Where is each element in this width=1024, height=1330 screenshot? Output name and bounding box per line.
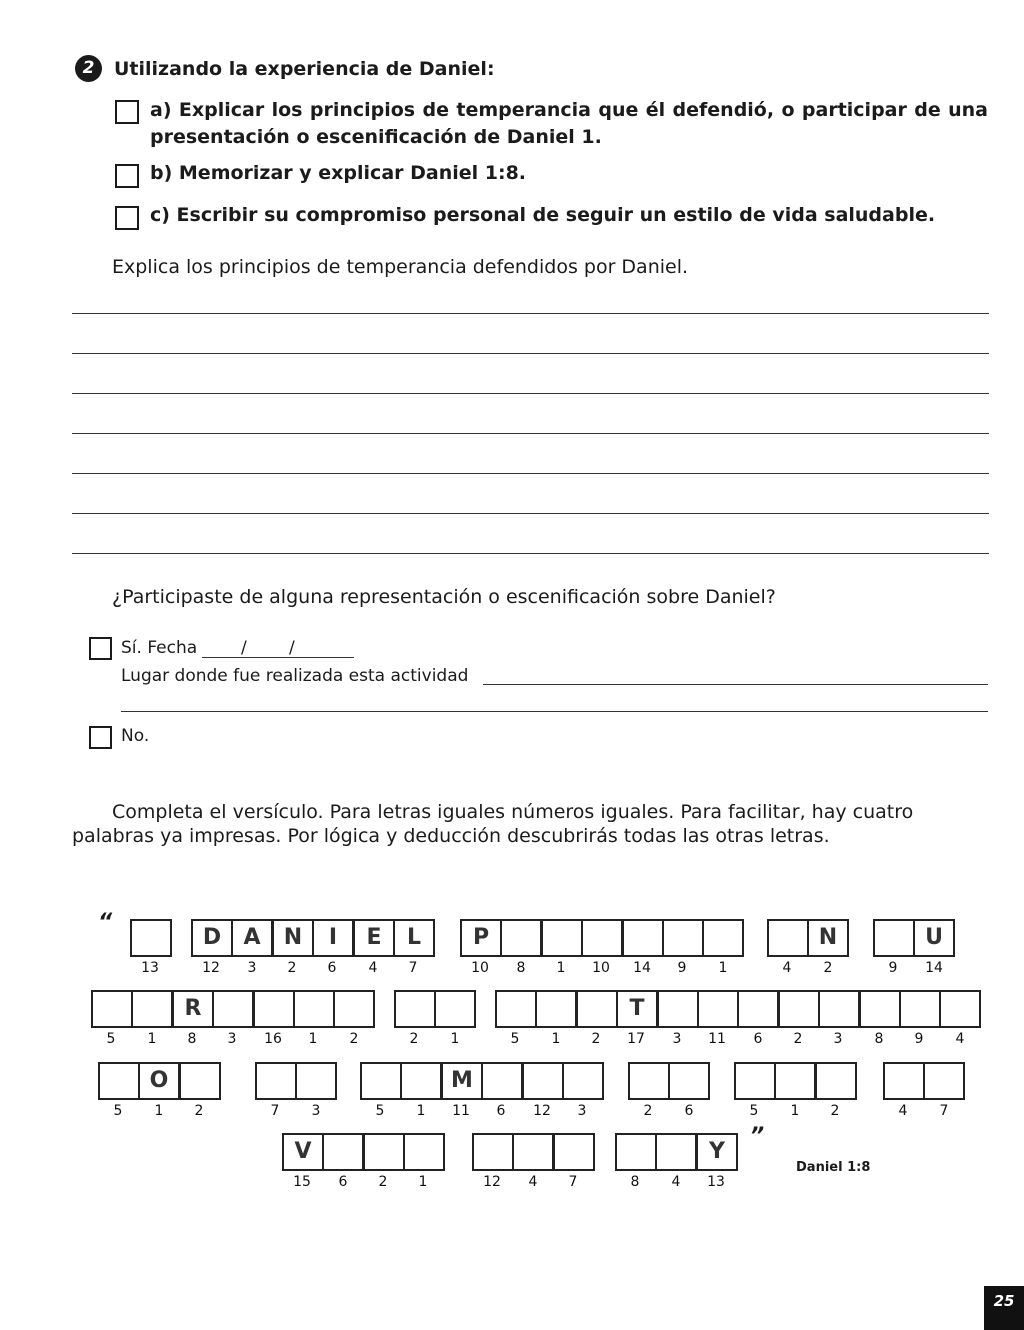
cell-number: 6 bbox=[327, 960, 337, 976]
option-c-checkbox[interactable] bbox=[115, 206, 139, 230]
letter-cell[interactable] bbox=[576, 990, 618, 1028]
cell-number: 1 bbox=[147, 1031, 157, 1047]
cell-number: 6 bbox=[753, 1031, 763, 1047]
cell-number: 5 bbox=[510, 1031, 520, 1047]
cell-number: 4 bbox=[671, 1174, 681, 1190]
cell-number: 1 bbox=[556, 960, 566, 976]
cell-number: 12 bbox=[533, 1103, 551, 1119]
cell-number: 8 bbox=[187, 1031, 197, 1047]
given-letter-cell: P bbox=[460, 919, 502, 957]
given-letter-cell: E bbox=[353, 919, 395, 957]
cell-number: 9 bbox=[888, 960, 898, 976]
letter-cell[interactable] bbox=[295, 1062, 337, 1100]
letter-cell[interactable] bbox=[495, 990, 537, 1028]
letter-cell[interactable] bbox=[535, 990, 577, 1028]
given-letter-cell: V bbox=[282, 1133, 324, 1171]
cell-number: 12 bbox=[483, 1174, 501, 1190]
cell-number: 14 bbox=[633, 960, 651, 976]
letter-cell[interactable] bbox=[400, 1062, 442, 1100]
option-a-checkbox[interactable] bbox=[115, 100, 139, 124]
cell-number: 5 bbox=[106, 1031, 116, 1047]
cell-number: 5 bbox=[749, 1103, 759, 1119]
date-separator-1: / bbox=[241, 638, 247, 658]
option-b-checkbox[interactable] bbox=[115, 164, 139, 188]
cell-number: 2 bbox=[830, 1103, 840, 1119]
given-letter-cell: N bbox=[807, 919, 849, 957]
cell-number: 2 bbox=[409, 1031, 419, 1047]
given-letter-cell: Y bbox=[696, 1133, 738, 1171]
letter-cell[interactable] bbox=[522, 1062, 564, 1100]
letter-cell[interactable] bbox=[500, 919, 542, 957]
letter-cell[interactable] bbox=[322, 1133, 364, 1171]
no-label: No. bbox=[121, 726, 150, 746]
cell-number: 9 bbox=[914, 1031, 924, 1047]
cell-number: 2 bbox=[643, 1103, 653, 1119]
given-letter-cell: U bbox=[913, 919, 955, 957]
cell-number: 3 bbox=[577, 1103, 587, 1119]
given-letter-cell: R bbox=[172, 990, 214, 1028]
cell-number: 3 bbox=[672, 1031, 682, 1047]
given-letter-cell: O bbox=[138, 1062, 180, 1100]
cell-number: 17 bbox=[627, 1031, 645, 1047]
given-letter-cell: M bbox=[441, 1062, 483, 1100]
cell-number: 4 bbox=[368, 960, 378, 976]
page-number: 25 bbox=[984, 1286, 1024, 1330]
letter-cell[interactable] bbox=[130, 919, 172, 957]
cell-number: 15 bbox=[293, 1174, 311, 1190]
letter-cell[interactable] bbox=[662, 919, 704, 957]
letter-cell[interactable] bbox=[628, 1062, 670, 1100]
cell-number: 13 bbox=[141, 960, 159, 976]
letter-cell[interactable] bbox=[622, 919, 664, 957]
section-heading: Utilizando la experiencia de Daniel: bbox=[114, 58, 495, 80]
place-label: Lugar donde fue realizada esta actividad bbox=[121, 666, 469, 686]
cell-number: 8 bbox=[630, 1174, 640, 1190]
close-quote: ” bbox=[750, 1124, 765, 1149]
date-separator-2: / bbox=[289, 638, 295, 658]
letter-cell[interactable] bbox=[179, 1062, 221, 1100]
letter-cell[interactable] bbox=[333, 990, 375, 1028]
cell-number: 1 bbox=[790, 1103, 800, 1119]
cell-number: 4 bbox=[955, 1031, 965, 1047]
cell-number: 11 bbox=[708, 1031, 726, 1047]
letter-cell[interactable] bbox=[818, 990, 860, 1028]
cell-number: 1 bbox=[154, 1103, 164, 1119]
cell-number: 1 bbox=[551, 1031, 561, 1047]
cell-number: 3 bbox=[833, 1031, 843, 1047]
letter-cell[interactable] bbox=[859, 990, 901, 1028]
cell-number: 3 bbox=[311, 1103, 321, 1119]
cell-number: 6 bbox=[684, 1103, 694, 1119]
letter-cell[interactable] bbox=[668, 1062, 710, 1100]
cell-number: 8 bbox=[516, 960, 526, 976]
yes-label: Sí. Fecha bbox=[121, 638, 198, 658]
participation-question: ¿Participaste de alguna representación o escenificación sobre Daniel? bbox=[112, 586, 776, 608]
cell-number: 2 bbox=[287, 960, 297, 976]
step-number-badge: 2 bbox=[75, 55, 102, 82]
answer-line[interactable] bbox=[72, 433, 989, 434]
cell-number: 12 bbox=[202, 960, 220, 976]
place-line-2[interactable] bbox=[121, 711, 988, 712]
letter-cell[interactable] bbox=[255, 1062, 297, 1100]
letter-cell[interactable] bbox=[939, 990, 981, 1028]
answer-line[interactable] bbox=[72, 513, 989, 514]
letter-cell[interactable] bbox=[131, 990, 173, 1028]
letter-cell[interactable] bbox=[541, 919, 583, 957]
given-letter-cell: L bbox=[393, 919, 435, 957]
letter-cell[interactable] bbox=[363, 1133, 405, 1171]
cell-number: 14 bbox=[925, 960, 943, 976]
letter-cell[interactable] bbox=[737, 990, 779, 1028]
letter-cell[interactable] bbox=[655, 1133, 697, 1171]
letter-cell[interactable] bbox=[512, 1133, 554, 1171]
answer-line[interactable] bbox=[72, 473, 989, 474]
letter-cell[interactable] bbox=[253, 990, 295, 1028]
letter-cell[interactable] bbox=[481, 1062, 523, 1100]
letter-cell[interactable] bbox=[434, 990, 476, 1028]
letter-cell[interactable] bbox=[98, 1062, 140, 1100]
cell-number: 8 bbox=[874, 1031, 884, 1047]
cell-number: 5 bbox=[113, 1103, 123, 1119]
yes-checkbox[interactable] bbox=[89, 637, 112, 660]
letter-cell[interactable] bbox=[91, 990, 133, 1028]
open-quote: “ bbox=[98, 910, 113, 935]
letter-cell[interactable] bbox=[293, 990, 335, 1028]
cell-number: 2 bbox=[793, 1031, 803, 1047]
letter-cell[interactable] bbox=[360, 1062, 402, 1100]
cell-number: 2 bbox=[349, 1031, 359, 1047]
letter-cell[interactable] bbox=[778, 990, 820, 1028]
letter-cell[interactable] bbox=[774, 1062, 816, 1100]
cell-number: 7 bbox=[568, 1174, 578, 1190]
cell-number: 4 bbox=[528, 1174, 538, 1190]
cell-number: 9 bbox=[677, 960, 687, 976]
letter-cell[interactable] bbox=[212, 990, 254, 1028]
cell-number: 1 bbox=[718, 960, 728, 976]
cell-number: 1 bbox=[308, 1031, 318, 1047]
given-letter-cell: T bbox=[616, 990, 658, 1028]
letter-cell[interactable] bbox=[767, 919, 809, 957]
option-c-text: c) Escribir su compromiso personal de seguir un estilo de vida saludable. bbox=[150, 204, 936, 226]
option-a-text: a) Explicar los principios de temperancia que él defendió, o participar de una presentación o escenificación de Daniel 1. bbox=[150, 99, 988, 148]
cell-number: 1 bbox=[418, 1174, 428, 1190]
letter-cell[interactable] bbox=[403, 1133, 445, 1171]
place-line[interactable] bbox=[483, 684, 988, 685]
letter-cell[interactable] bbox=[883, 1062, 925, 1100]
cell-number: 3 bbox=[227, 1031, 237, 1047]
letter-cell[interactable] bbox=[697, 990, 739, 1028]
letter-cell[interactable] bbox=[734, 1062, 776, 1100]
cell-number: 10 bbox=[592, 960, 610, 976]
cell-number: 13 bbox=[707, 1174, 725, 1190]
cell-number: 1 bbox=[416, 1103, 426, 1119]
cell-number: 7 bbox=[939, 1103, 949, 1119]
letter-cell[interactable] bbox=[899, 990, 941, 1028]
given-letter-cell: A bbox=[231, 919, 273, 957]
cell-number: 2 bbox=[591, 1031, 601, 1047]
option-b-text: b) Memorizar y explicar Daniel 1:8. bbox=[150, 162, 527, 184]
letter-cell[interactable] bbox=[581, 919, 623, 957]
letter-cell[interactable] bbox=[657, 990, 699, 1028]
cell-number: 4 bbox=[898, 1103, 908, 1119]
no-checkbox[interactable] bbox=[89, 726, 112, 749]
answer-line[interactable] bbox=[72, 393, 989, 394]
cell-number: 3 bbox=[247, 960, 257, 976]
letter-cell[interactable] bbox=[702, 919, 744, 957]
given-letter-cell: N bbox=[272, 919, 314, 957]
cell-number: 1 bbox=[450, 1031, 460, 1047]
answer-line[interactable] bbox=[72, 313, 989, 314]
cell-number: 5 bbox=[375, 1103, 385, 1119]
letter-cell[interactable] bbox=[923, 1062, 965, 1100]
cell-number: 2 bbox=[378, 1174, 388, 1190]
letter-cell[interactable] bbox=[815, 1062, 857, 1100]
cell-number: 2 bbox=[194, 1103, 204, 1119]
cell-number: 16 bbox=[264, 1031, 282, 1047]
answer-line[interactable] bbox=[72, 553, 989, 554]
letter-cell[interactable] bbox=[562, 1062, 604, 1100]
cell-number: 2 bbox=[823, 960, 833, 976]
answer-line[interactable] bbox=[72, 353, 989, 354]
letter-cell[interactable] bbox=[553, 1133, 595, 1171]
cell-number: 6 bbox=[338, 1174, 348, 1190]
verse-reference: Daniel 1:8 bbox=[796, 1160, 871, 1175]
letter-cell[interactable] bbox=[615, 1133, 657, 1171]
given-letter-cell: D bbox=[191, 919, 233, 957]
cell-number: 6 bbox=[496, 1103, 506, 1119]
letter-cell[interactable] bbox=[472, 1133, 514, 1171]
letter-cell[interactable] bbox=[394, 990, 436, 1028]
cell-number: 7 bbox=[408, 960, 418, 976]
cell-number: 7 bbox=[270, 1103, 280, 1119]
date-line[interactable] bbox=[202, 657, 354, 658]
cell-number: 4 bbox=[782, 960, 792, 976]
letter-cell[interactable] bbox=[873, 919, 915, 957]
explain-prompt: Explica los principios de temperancia defendidos por Daniel. bbox=[112, 256, 689, 278]
cell-number: 10 bbox=[471, 960, 489, 976]
given-letter-cell: I bbox=[312, 919, 354, 957]
puzzle-instructions: Completa el versículo. Para letras iguales números iguales. Para facilitar, hay cuatro palabras ya impresas. Por lógica y deducción descubrirás todas las otras letras. bbox=[72, 801, 914, 847]
cell-number: 11 bbox=[452, 1103, 470, 1119]
